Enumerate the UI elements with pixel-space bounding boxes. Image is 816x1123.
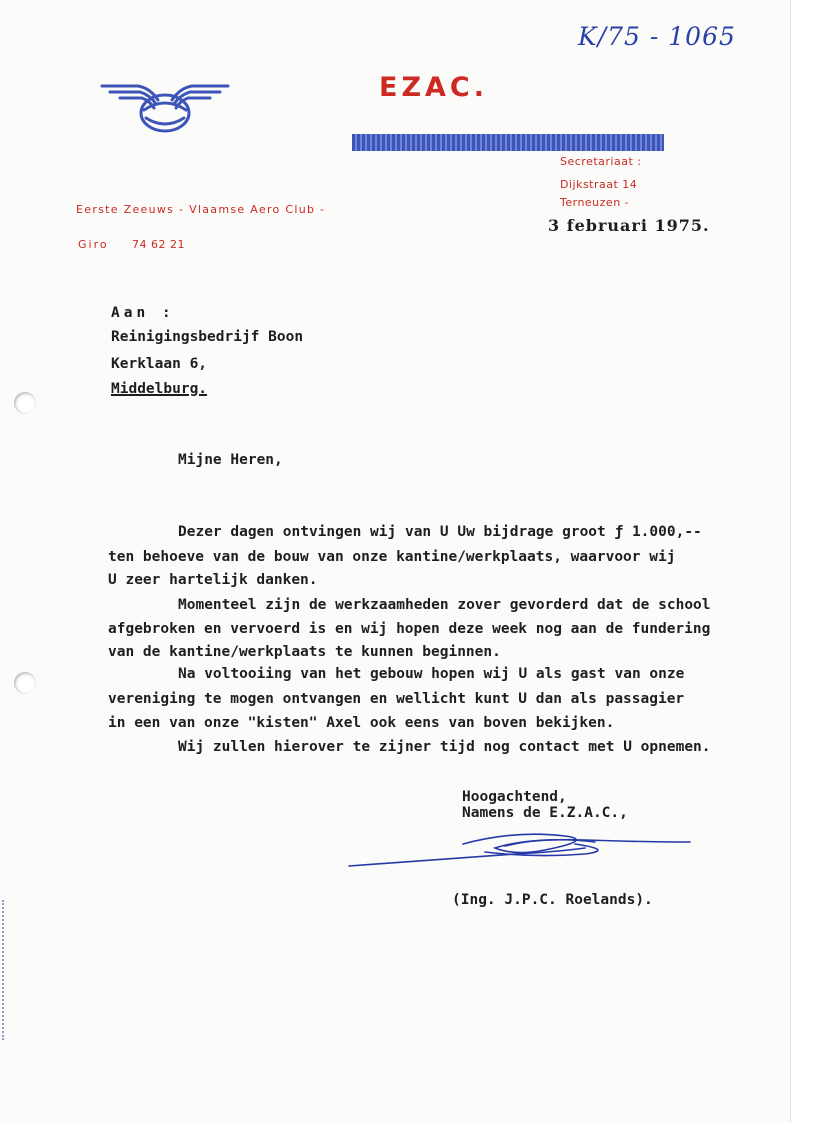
letter-date: 3 februari 1975.: [548, 216, 710, 235]
margin-marks: [2, 900, 10, 1040]
body-line: afgebroken en vervoerd is en wij hopen deze week nog aan de fundering: [108, 621, 711, 637]
secretariat-street: Dijkstraat 14: [560, 178, 638, 191]
body-line: vereniging te mogen ontvangen en wellicht kunt U dan als passagier: [108, 691, 685, 707]
punch-hole-top: [14, 392, 36, 414]
body-line: U zeer hartelijk danken.: [108, 572, 318, 588]
recipient-to-label: Aan :: [111, 305, 175, 321]
club-full-name: Eerste Zeeuws - Vlaamse Aero Club -: [76, 203, 326, 216]
closing-on-behalf: Namens de E.Z.A.C.,: [462, 805, 628, 821]
closing-greeting: Hoogachtend,: [462, 789, 567, 805]
body-line: Wij zullen hierover te zijner tijd nog contact met U opnemen.: [178, 739, 711, 755]
recipient-city: Middelburg.: [111, 381, 208, 397]
handwritten-reference: K/75 - 1065: [578, 22, 736, 51]
winged-propeller-logo: [98, 78, 232, 136]
letterhead-bar: [352, 134, 664, 151]
body-line: Dezer dagen ontvingen wij van U Uw bijdrage groot ƒ 1.000,--: [178, 524, 702, 540]
body-line: ten behoeve van de bouw van onze kantine/werkplaats, waarvoor wij: [108, 549, 676, 565]
body-line: in een van onze "kisten" Axel ook eens van boven bekijken.: [108, 715, 615, 731]
body-line: Na voltooiing van het gebouw hopen wij U als gast van onze: [178, 666, 685, 682]
giro-number: 74 62 21: [132, 238, 185, 251]
secretariat-city: Terneuzen -: [560, 196, 630, 209]
giro-label: Giro: [78, 238, 109, 251]
punch-hole-bottom: [14, 672, 36, 694]
signatory-name: (Ing. J.P.C. Roelands).: [452, 892, 653, 908]
recipient-name: Reinigingsbedrijf Boon: [111, 329, 304, 345]
recipient-street: Kerklaan 6,: [111, 356, 208, 372]
salutation: Mijne Heren,: [178, 452, 283, 468]
body-line: Momenteel zijn de werkzaamheden zover gevorderd dat de school: [178, 597, 711, 613]
handwritten-signature: [345, 822, 695, 872]
paper-edge: [790, 0, 816, 1123]
club-acronym-heading: EZAC.: [379, 72, 488, 103]
body-line: van de kantine/werkplaats te kunnen beginnen.: [108, 644, 501, 660]
secretariat-label: Secretariaat :: [560, 155, 642, 168]
